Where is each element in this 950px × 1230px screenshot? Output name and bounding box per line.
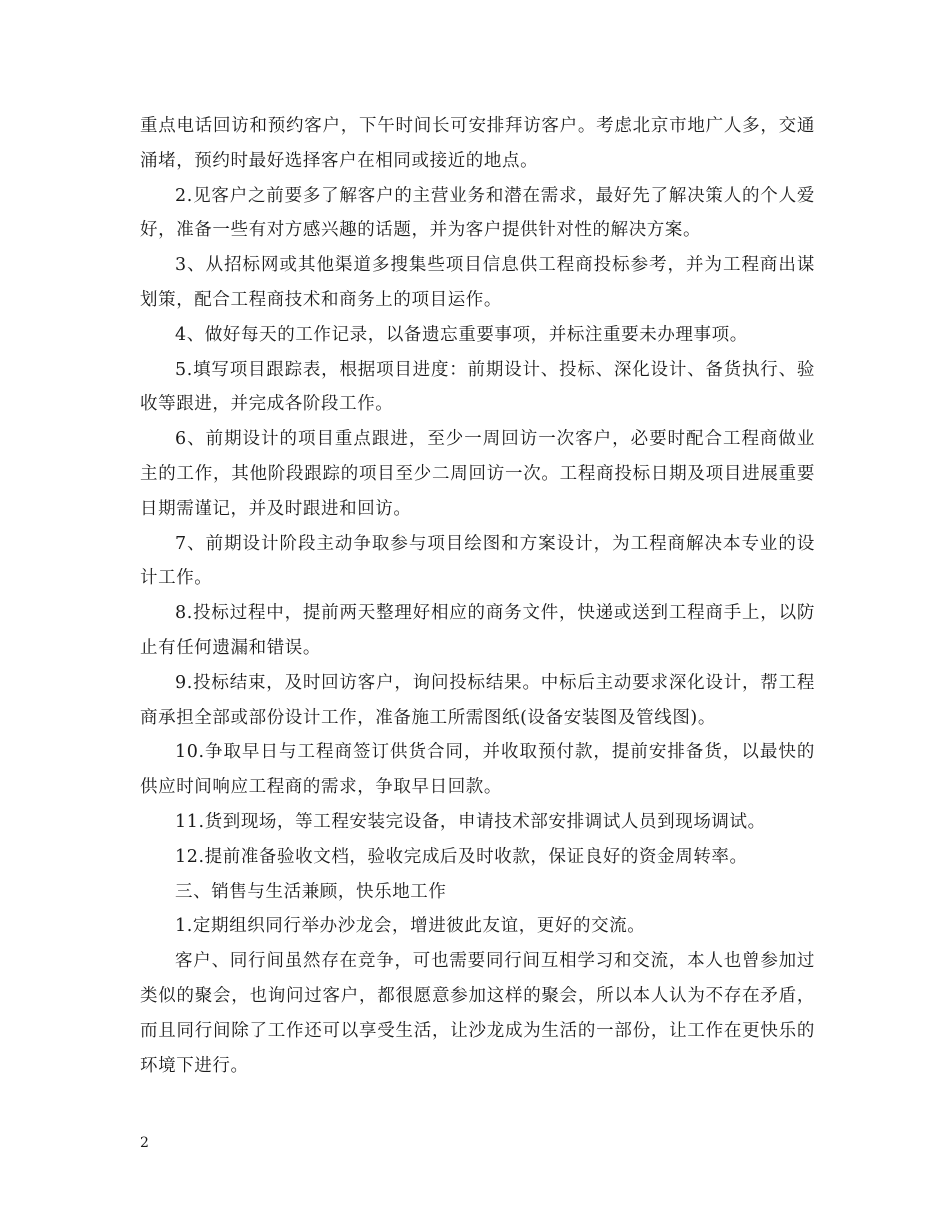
paragraph-8: 8.投标过程中，提前两天整理好相应的商务文件，快递或送到工程商手上，以防止有任何遗漏和错误。	[140, 603, 815, 658]
paragraph-5: 5.填写项目跟踪表，根据项目进度：前期设计、投标、深化设计、备货执行、验收等跟进，并完成各阶段工作。	[140, 359, 815, 415]
paragraph-4: 4、做好每天的工作记录，以备遗忘重要事项，并标注重要未办理事项。	[175, 324, 748, 345]
paragraph-7: 7、前期设计阶段主动争取参与项目绘图和方案设计，为工程商解决本专业的设计工作。	[140, 533, 815, 589]
paragraph-3: 3、从招标网或其他渠道多搜集些项目信息供工程商投标参考，并为工程商出谋划策，配合工程商技术和商务上的项目运作。	[140, 255, 815, 310]
document-body	[140, 109, 815, 1083]
paragraph-2: 2.见客户之前要多了解客户的主营业务和潜在需求，最好先了解决策人的个人爱好，准备一些有对方感兴趣的话题，并为客户提供针对性的解决方案。	[140, 185, 815, 241]
paragraph-6: 6、前期设计的项目重点跟进，至少一周回访一次客户，必要时配合工程商做业主的工作，其他阶段跟踪的项目至少二周回访一次。工程商投标日期及项目进展重要日期需谨记，并及时跟进和回访。	[140, 429, 815, 519]
page-number: 2	[140, 1135, 149, 1151]
paragraph-14: 1.定期组织同行举办沙龙会，增进彼此友谊，更好的交流。	[175, 916, 646, 937]
paragraph-12: 12.提前准备验收文档，验收完成后及时收款，保证良好的资金周转率。	[175, 846, 748, 867]
paragraph-9: 9.投标结束，及时回访客户，询问投标结果。中标后主动要求深化设计，帮工程商承担全部或部份设计工作，准备施工所需图纸(设备安装图及管线图)。	[140, 672, 815, 728]
paragraph-11: 11.货到现场，等工程安装完设备，申请技术部安排调试人员到现场调试。	[175, 811, 766, 832]
paragraph-15: 客户、同行间虽然存在竞争，可也需要同行间互相学习和交流，本人也曾参加过类似的聚会，也询问过客户，都很愿意参加这样的聚会，所以本人认为不存在矛盾，而且同行间除了工作还可以享受生活，让沙龙成为生活的一部份，让工作在更快乐的环境下进行。	[140, 951, 815, 1076]
section-heading: 三、销售与生活兼顾，快乐地工作	[175, 881, 447, 902]
paragraph-10: 10.争取早日与工程商签订供货合同，并收取预付款，提前安排备货，以最快的供应时间响应工程商的需求，争取早日回款。	[140, 742, 815, 798]
paragraph-1: 重点电话回访和预约客户，下午时间长可安排拜访客户。考虑北京市地广人多，交通涌堵，预约时最好选择客户在相同或接近的地点。	[140, 116, 815, 171]
